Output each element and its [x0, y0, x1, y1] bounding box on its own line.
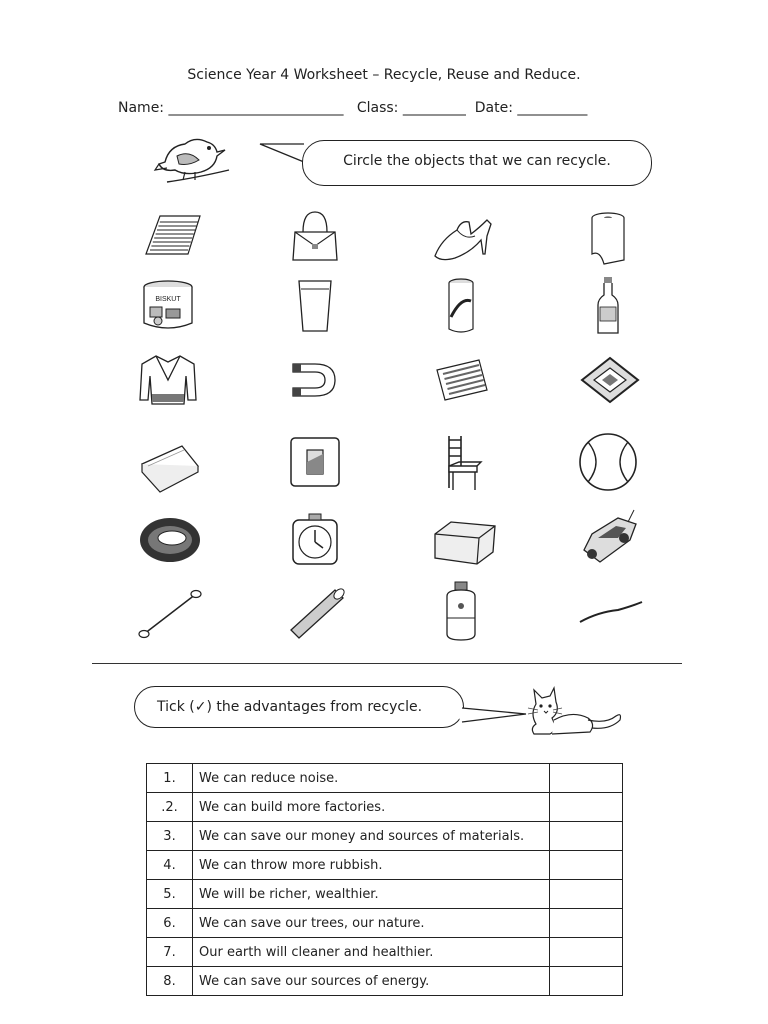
advantage-text: We can save our trees, our nature. — [193, 909, 550, 938]
drinking-glass-icon[interactable] — [285, 277, 349, 337]
class-field[interactable]: _________ — [402, 100, 466, 116]
pipe-icon[interactable] — [285, 582, 349, 642]
svg-text:BISKUT: BISKUT — [155, 296, 181, 303]
tick-box[interactable] — [550, 938, 623, 967]
advantage-text: We will be richer, wealthier. — [193, 880, 550, 909]
class-label: Class: — [356, 100, 399, 116]
table-row — [147, 764, 623, 793]
row-number: 1. — [147, 764, 193, 793]
magazine-icon[interactable] — [431, 350, 495, 410]
instruction-bubble-circle: Circle the objects that we can recycle. — [302, 140, 652, 186]
newspaper-icon[interactable] — [138, 210, 202, 270]
speech-bubble-tail — [452, 704, 532, 728]
date-label: Date: — [474, 100, 513, 116]
wooden-chair-icon[interactable] — [431, 432, 495, 492]
table-row — [147, 793, 623, 822]
rug-icon[interactable] — [578, 350, 642, 410]
advantage-text: We can save our money and sources of materials. — [193, 822, 550, 851]
row-number: 7. — [147, 938, 193, 967]
advantage-text: Our earth will cleaner and healthier. — [193, 938, 550, 967]
advantages-table — [146, 763, 623, 996]
table-row — [147, 909, 623, 938]
alarm-clock-icon[interactable] — [285, 510, 349, 570]
table-row — [147, 851, 623, 880]
horseshoe-magnet-icon[interactable] — [285, 350, 349, 410]
tennis-ball-icon[interactable] — [578, 432, 642, 492]
tick-box[interactable] — [550, 851, 623, 880]
table-row — [147, 967, 623, 996]
cat-icon — [526, 684, 626, 740]
name-field[interactable]: _________________________ — [168, 100, 344, 116]
bird-icon — [155, 128, 235, 188]
tick-box[interactable] — [550, 967, 623, 996]
biscuit-tin-icon[interactable] — [138, 277, 202, 337]
table-row — [147, 938, 623, 967]
soda-can-icon[interactable] — [431, 277, 495, 337]
tick-box[interactable] — [550, 764, 623, 793]
sweater-icon[interactable] — [138, 350, 202, 410]
sponge-icon[interactable] — [431, 510, 495, 570]
string-icon[interactable] — [578, 582, 642, 642]
high-heel-shoe-icon[interactable] — [431, 210, 495, 270]
cotton-bud-icon[interactable] — [138, 582, 202, 642]
advantage-text: We can build more factories. — [193, 793, 550, 822]
row-number: 8. — [147, 967, 193, 996]
gas-cylinder-icon[interactable] — [431, 582, 495, 642]
section-divider — [92, 663, 682, 664]
tick-box[interactable] — [550, 822, 623, 851]
table-row — [147, 880, 623, 909]
advantage-text: We can save our sources of energy. — [193, 967, 550, 996]
table-row — [147, 822, 623, 851]
glass-bottle-icon[interactable] — [578, 277, 642, 337]
paper-towel-roll-icon[interactable] — [578, 210, 642, 270]
row-number: 6. — [147, 909, 193, 938]
advantage-text: We can throw more rubbish. — [193, 851, 550, 880]
instruction-bubble-tick: Tick (✓) the advantages from recycle. — [134, 686, 464, 728]
row-number: .2. — [147, 793, 193, 822]
worksheet-title: Science Year 4 Worksheet – Recycle, Reuse and Reduce. — [187, 67, 581, 83]
row-number: 3. — [147, 822, 193, 851]
tyre-icon[interactable] — [138, 510, 202, 570]
tick-box[interactable] — [550, 880, 623, 909]
toy-car-icon[interactable] — [578, 510, 642, 570]
advantage-text: We can reduce noise. — [193, 764, 550, 793]
handbag-icon[interactable] — [285, 210, 349, 270]
name-label: Name: — [118, 100, 165, 116]
row-number: 5. — [147, 880, 193, 909]
student-info-row — [118, 100, 587, 116]
light-switch-icon[interactable] — [285, 432, 349, 492]
date-field[interactable]: __________ — [517, 100, 588, 116]
folded-cloth-icon[interactable] — [138, 432, 202, 492]
row-number: 4. — [147, 851, 193, 880]
tick-box[interactable] — [550, 909, 623, 938]
tick-box[interactable] — [550, 793, 623, 822]
